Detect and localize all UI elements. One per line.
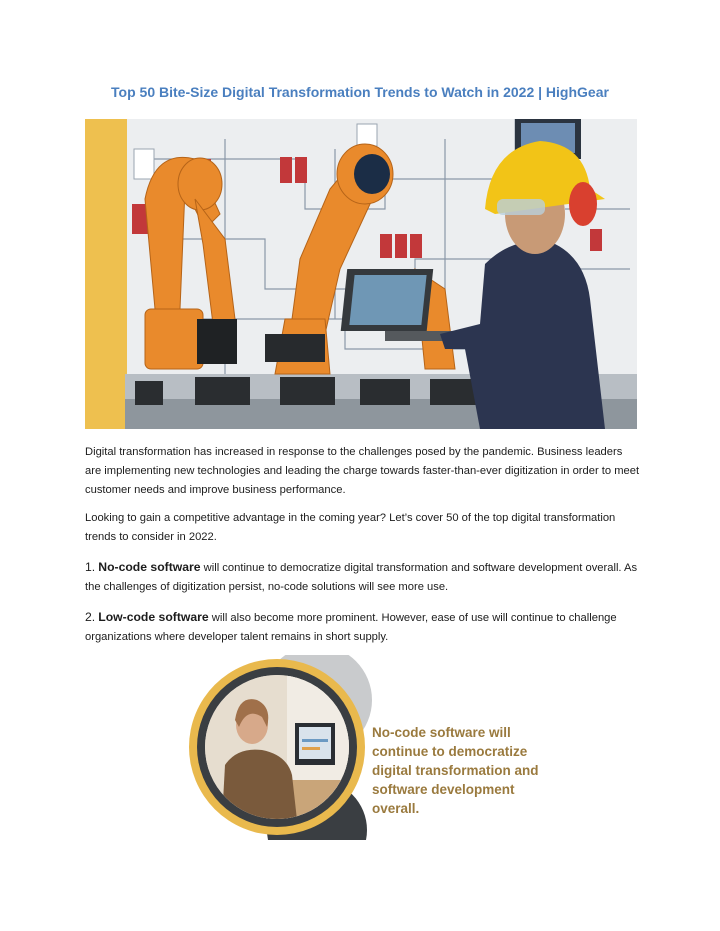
trend-heading: Low-code software [98, 610, 209, 624]
hero-image-robot-arms-engineer [85, 119, 637, 429]
trend-text: will also become more prominent. However, ease of use will continue to challenge organizations where developer talent remains in short supply. [85, 612, 617, 643]
trend-number: 2. [85, 610, 96, 624]
promo-caption-line: No-code software will [372, 725, 511, 740]
intro-paragraph: Digital transformation has increased in response to the challenges posed by the pandemic. Business leaders are implementing new technologies and leading the charge towards faster-than-ever digitization in order to meet customer needs and improve business performance. [85, 446, 640, 496]
promo-image-no-code [187, 655, 557, 840]
trend-item-1 [85, 558, 640, 597]
trend-number: 1. [85, 560, 96, 574]
question-paragraph: Looking to gain a competitive advantage in the coming year? Let’s cover 50 of the top digital transformation trends to consider in 2022. [85, 512, 616, 543]
trend-item-2 [85, 608, 640, 647]
trend-text: will continue to democratize digital transformation and software development overall. As the challenges of digitization persist, no-code solutions will see more use. [85, 562, 638, 593]
promo-caption-line: software development [372, 782, 515, 797]
promo-caption-line: continue to democratize [372, 744, 528, 759]
trend-heading: No-code software [98, 560, 201, 574]
promo-caption-line: overall. [372, 801, 420, 816]
page-title: Top 50 Bite-Size Digital Transformation Trends to Watch in 2022 | HighGear [111, 84, 609, 100]
promo-caption-line: digital transformation and [372, 763, 539, 778]
